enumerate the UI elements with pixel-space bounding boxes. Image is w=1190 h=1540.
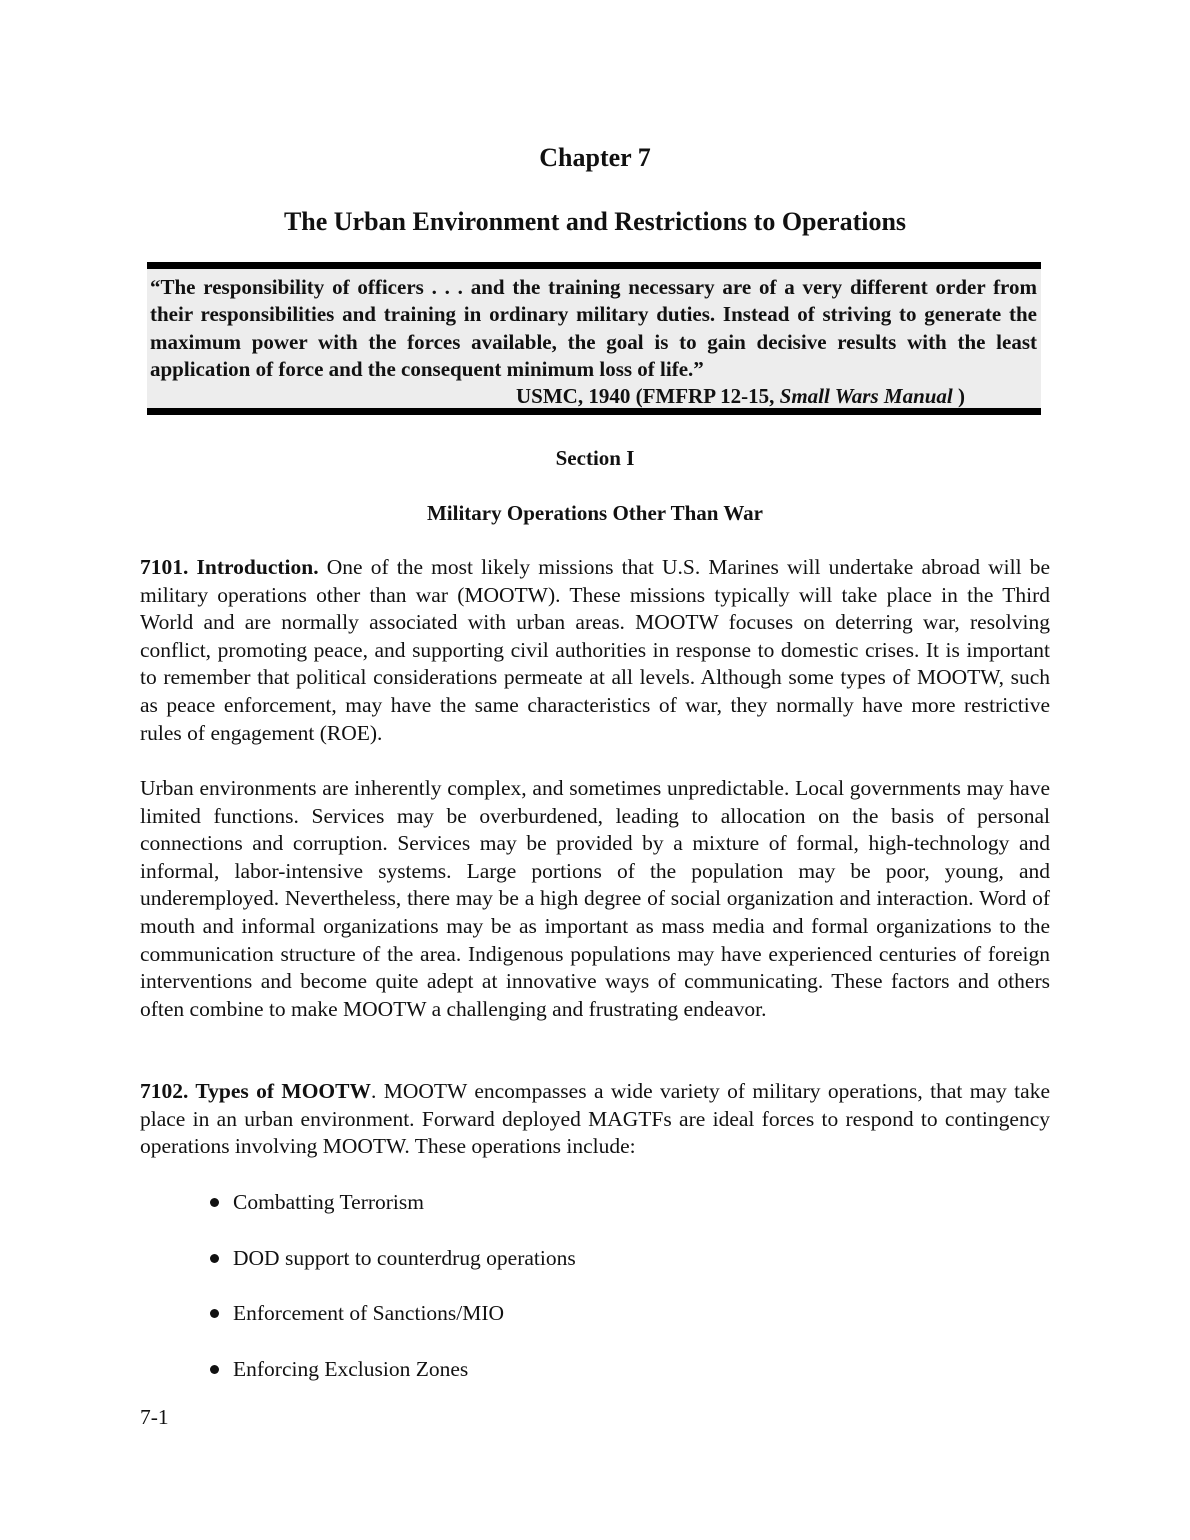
page-number: 7-1 bbox=[140, 1405, 169, 1429]
list-item-label: Combatting Terrorism bbox=[233, 1190, 424, 1214]
list-item-label: Enforcement of Sanctions/MIO bbox=[233, 1301, 505, 1325]
chapter-number: Chapter 7 bbox=[539, 143, 651, 172]
bullet-icon bbox=[210, 1309, 219, 1318]
quote-source-title: Small Wars Manual bbox=[779, 384, 953, 409]
paragraph-body: Urban environments are inherently complex, and sometimes unpredictable. Local governments may have limited functions. Services may be overburdened, leading to allocation on the basis of personal connections and corruption. Services may be provided by a mixture of formal, high-technology and informal, labor-intensive systems. Large portions of the population may be poor, young, and underemployed. Nevertheless, there may be a high degree of social organization and interaction. Word of mouth and informal organizations may be as important as mass media and formal organizations to the communication structure of the area. Indigenous populations may have experienced centuries of foreign interventions and become quite adept at innovative ways of communicating. These factors and others often combine to make MOOTW a challenging and frustrating endeavor. bbox=[140, 776, 1050, 1021]
list-item bbox=[208, 1187, 576, 1243]
list-item bbox=[208, 1243, 576, 1299]
paragraph-7101-introduction bbox=[140, 554, 1050, 747]
paragraph-heading: 7102. Types of MOOTW bbox=[140, 1079, 371, 1103]
paragraph-7102-types-of-mootw bbox=[140, 1078, 1050, 1161]
list-item bbox=[208, 1298, 576, 1354]
bullet-icon bbox=[210, 1365, 219, 1374]
list-item-label: DOD support to counterdrug operations bbox=[233, 1245, 576, 1270]
section-title: Military Operations Other Than War bbox=[426, 501, 763, 525]
list-item bbox=[208, 1354, 576, 1410]
quote-source-prefix: USMC, 1940 (FMFRP 12-15, bbox=[516, 384, 780, 409]
epigraph-quote-box bbox=[147, 262, 1041, 415]
paragraph-heading: 7101. Introduction. bbox=[140, 555, 319, 579]
section-number: Section I bbox=[555, 446, 635, 470]
paragraph-urban-environments bbox=[140, 775, 1050, 1023]
bullet-icon bbox=[210, 1254, 219, 1263]
list-item-label: Enforcing Exclusion Zones bbox=[233, 1356, 469, 1381]
paragraph-body: . MOOTW encompasses a wide variety of military operations, that may take place in an urban environment. Forward deployed MAGTFs are ideal forces to respond to contingency operations involving MOOTW. These operations include: bbox=[140, 1079, 1050, 1159]
quote-source-suffix: ) bbox=[952, 384, 966, 409]
chapter-title: The Urban Environment and Restrictions to Operations bbox=[283, 207, 907, 236]
bullet-icon bbox=[210, 1198, 219, 1207]
epigraph-quote-text: “The responsibility of officers . . . and the training necessary are of a very different order from their responsibilities and training in ordinary military duties. Instead of striving to generate the maximum power with the forces available, the goal is to gain decisive results with the least application of force and the consequent minimum loss of life.” bbox=[150, 275, 1037, 381]
mootw-operations-list bbox=[208, 1187, 576, 1409]
epigraph-quote-source bbox=[150, 383, 1037, 410]
paragraph-body: One of the most likely missions that U.S. Marines will undertake abroad will be military operations other than war (MOOTW). These missions typically will take place in the Third World and are normally associated with urban areas. MOOTW focuses on deterring war, resolving conflict, promoting peace, and supporting civil authorities in response to domestic crises. It is important to remember that political considerations permeate at all levels. Although some types of MOOTW, such as peace enforcement, may have the same characteristics of war, they normally have more restrictive rules of engagement (ROE). bbox=[140, 555, 1051, 745]
